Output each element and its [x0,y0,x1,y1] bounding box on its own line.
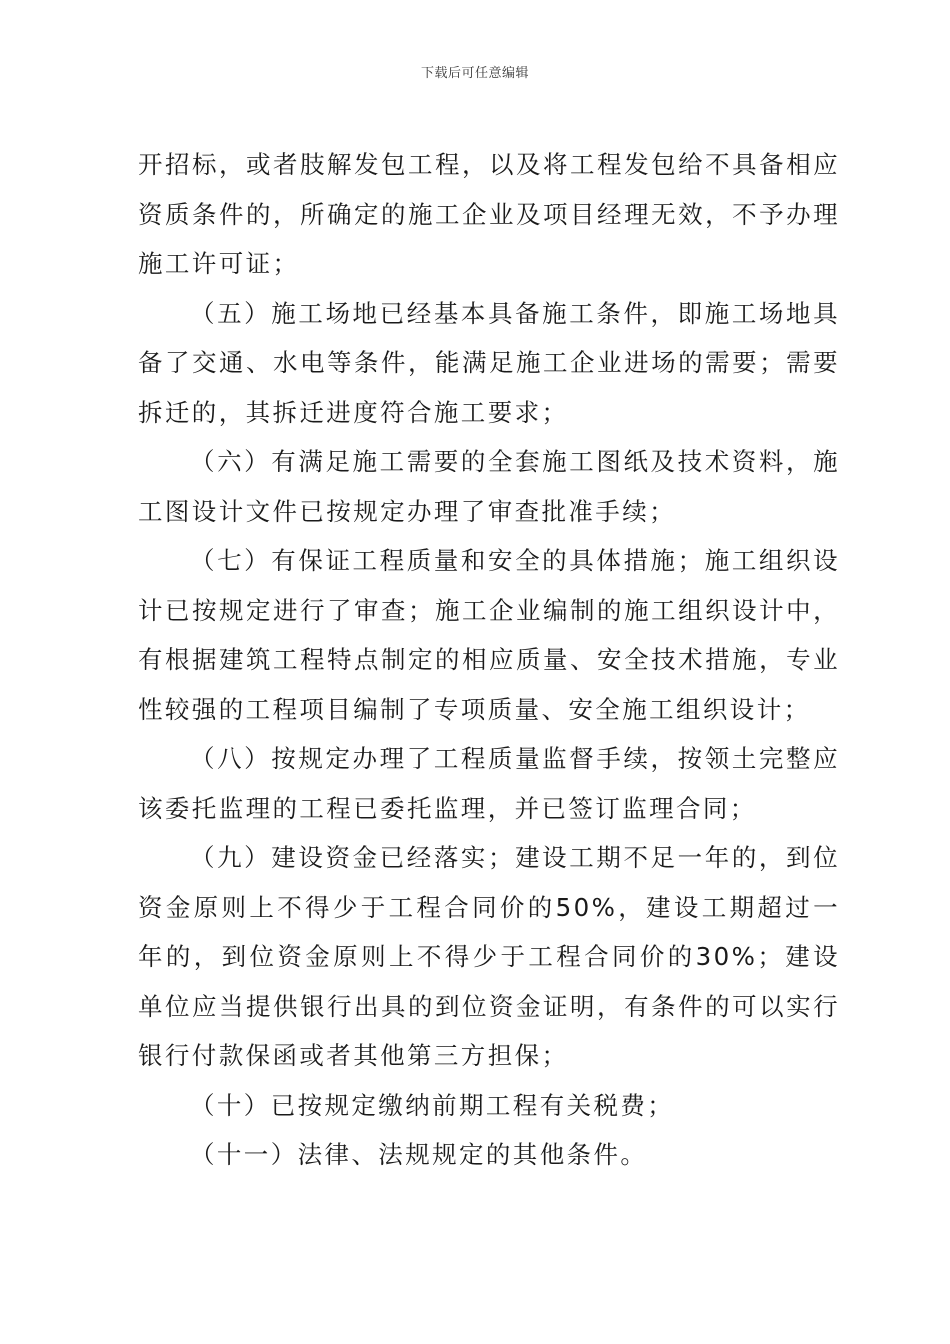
document-body [138,140,840,1180]
paragraph-item-11: （十一）法律、法规规定的其他条件。 [190,1140,648,1169]
page-header: 下载后可任意编辑 [420,66,529,81]
paragraph-item-5: （五）施工场地已经基本具备施工条件，即施工场地具备了交通、水电等条件，能满足施工企业进场的需要；需要拆迁的，其拆迁进度符合施工要求； [138,298,840,427]
paragraph-item-7: （七）有保证工程质量和安全的具体措施；施工组织设计已按规定进行了审查；施工企业编制的施工组织设计中，有根据建筑工程特点制定的相应质量、安全技术措施，专业性较强的工程项目编制了专项质量、安全施工组织设计； [138,546,840,724]
paragraph-item-9: （九）建设资金已经落实；建设工期不足一年的，到位资金原则上不得少于工程合同价的50%，建设工期超过一年的，到位资金原则上不得少于工程合同价的30%；建设单位应当提供银行出具的到位资金证明，有条件的可以实行银行付款保函或者其他第三方担保； [138,843,840,1070]
paragraph-item-8: （八）按规定办理了工程质量监督手续，按领土完整应该委托监理的工程已委托监理，并已签订监理合同； [138,744,840,823]
paragraph-continuation: 开招标，或者肢解发包工程，以及将工程发包给不具备相应资质条件的，所确定的施工企业及项目经理无效，不予办理施工许可证； [138,150,840,278]
paragraph-item-10: （十）已按规定缴纳前期工程有关税费； [190,1090,675,1120]
paragraph-item-6: （六）有满足施工需要的全套施工图纸及技术资料，施工图设计文件已按规定办理了审查批准手续； [138,447,840,526]
